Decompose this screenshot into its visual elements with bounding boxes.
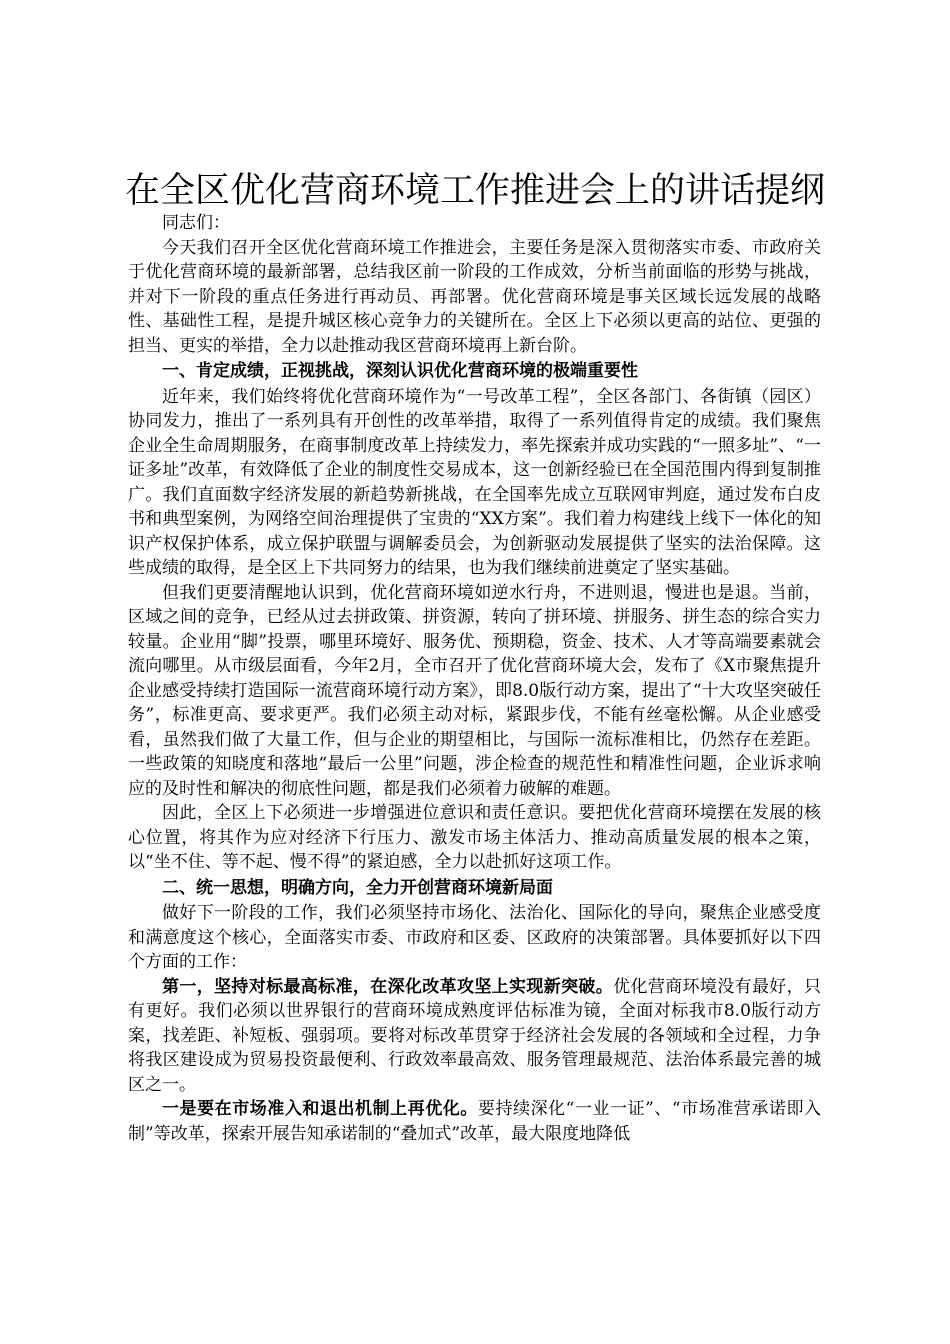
- intro-paragraph: 今天我们召开全区优化营商环境工作推进会，主要任务是深入贯彻落实市委、市政府关于优化营商环境的最新部署，总结我区前一阶段的工作成效，分析当前面临的形势与挑战，并对下一阶段的重点任务进行再动员、再部署。优化营商环境是事关区域长远发展的战略性、基础性工程，是提升城区核心竞争力的关键所在。全区上下必须以更高的站位、更强的担当、更实的举措，全力以赴推动我区营商环境再上新台阶。: [128, 237, 821, 356]
- section-2-paragraph-3: [128, 1097, 821, 1146]
- section-1-heading: 一、肯定成绩，正视挑战，深刻认识优化营商环境的极端重要性: [162, 361, 638, 381]
- document-body: [128, 211, 821, 1146]
- section-2-heading: 二、统一思想，明确方向，全力开创营商环境新局面: [162, 877, 553, 898]
- document-title: 在全区优化营商环境工作推进会上的讲话提纲: [124, 171, 825, 211]
- section-2-paragraph-2-lead: 第一，坚持对标最高标准，在深化改革攻坚上实现新突破。: [162, 976, 614, 997]
- section-2-paragraph-2: [128, 975, 821, 1098]
- section-2-paragraph-3-lead: 一是要在市场准入和退出机制上再优化。: [162, 1099, 478, 1119]
- section-2-paragraph-1: 做好下一阶段的工作，我们必须坚持市场化、法治化、国际化的导向，聚焦企业感受度和满意度这个核心，全面落实市委、市政府和区委、区政府的决策部署。具体要抓好以下四个方面的工作：: [128, 903, 821, 972]
- section-2-paragraph-2-text: 优化营商环境没有最好，只有更好。我们必须以世界银行的营商环境成熟度评估标准为镜，全面对标我市8.0版行动方案，找差距、补短板、强弱项。要将对标改革贯穿于经济社会发展的各领域和全过程，力争将我区建设成为贸易投资最便利、行政效率最高效、服务管理最规范、法治体系最完善的城区之一。: [128, 976, 822, 1095]
- section-2-paragraph-3-text: 要持续深化“一业一证”、“市场准营承诺即入制”等改革，探索开展告知承诺制的“叠加式”改革，最大限度地降低: [128, 1099, 822, 1144]
- salutation: 同志们：: [162, 213, 230, 233]
- section-1-paragraph-3: 因此，全区上下必须进一步增强进位意识和责任意识。要把优化营商环境摆在发展的核心位置，将其作为应对经济下行压力、激发市场主体活力、推动高质量发展的根本之策，以“坐不住、等不起、慢不得”的紧迫感，全力以赴抓好这项工作。: [128, 803, 821, 872]
- section-1-paragraph-1: 近年来，我们始终将优化营商环境作为“一号改革工程”，全区各部门、各街镇（园区）协同发力，推出了一系列具有开创性的改革举措，取得了一系列值得肯定的成绩。我们聚焦企业全生命周期服务，在商事制度改革上持续发力，率先探索并成功实践的“一照多址”、“一证多址”改革，有效降低了企业的制度性交易成本，这一创新经验已在全国范围内得到复制推广。我们直面数字经济发展的新趋势新挑战，在全国率先成立互联网审判庭，通过发布白皮书和典型案例，为网络空间治理提供了宝贵的“XX方案”。我们着力构建线上线下一体化的知识产权保护体系，成立保护联盟与调解委员会，为创新驱动发展提供了坚实的法治保障。这些成绩的取得，是全区上下共同努力的结果，也为我们继续前进奠定了坚实基础。: [128, 386, 821, 578]
- section-1-paragraph-2: 但我们更要清醒地认识到，优化营商环境如逆水行舟，不进则退，慢进也是退。当前，区域之间的竞争，已经从过去拼政策、拼资源，转向了拼环境、拼服务、拼生态的综合实力较量。企业用“脚”投票，哪里环境好、服务优、预期稳，资金、技术、人才等高端要素就会流向哪里。从市级层面看，今年2月，全市召开了优化营商环境大会，发布了《X市聚焦提升企业感受持续打造国际一流营商环境行动方案》，即8.0版行动方案，提出了“十大攻坚突破任务”，标准更高、要求更严。我们必须主动对标，紧跟步伐，不能有丝毫松懈。从企业感受看，虽然我们做了大量工作，但与企业的期望相比，与国际一流标准相比，仍然存在差距。一些政策的知晓度和落地“最后一公里”问题，涉企检查的规范性和精准性问题，企业诉求响应的及时性和解决的彻底性问题，都是我们必须着力破解的难题。: [128, 582, 821, 799]
